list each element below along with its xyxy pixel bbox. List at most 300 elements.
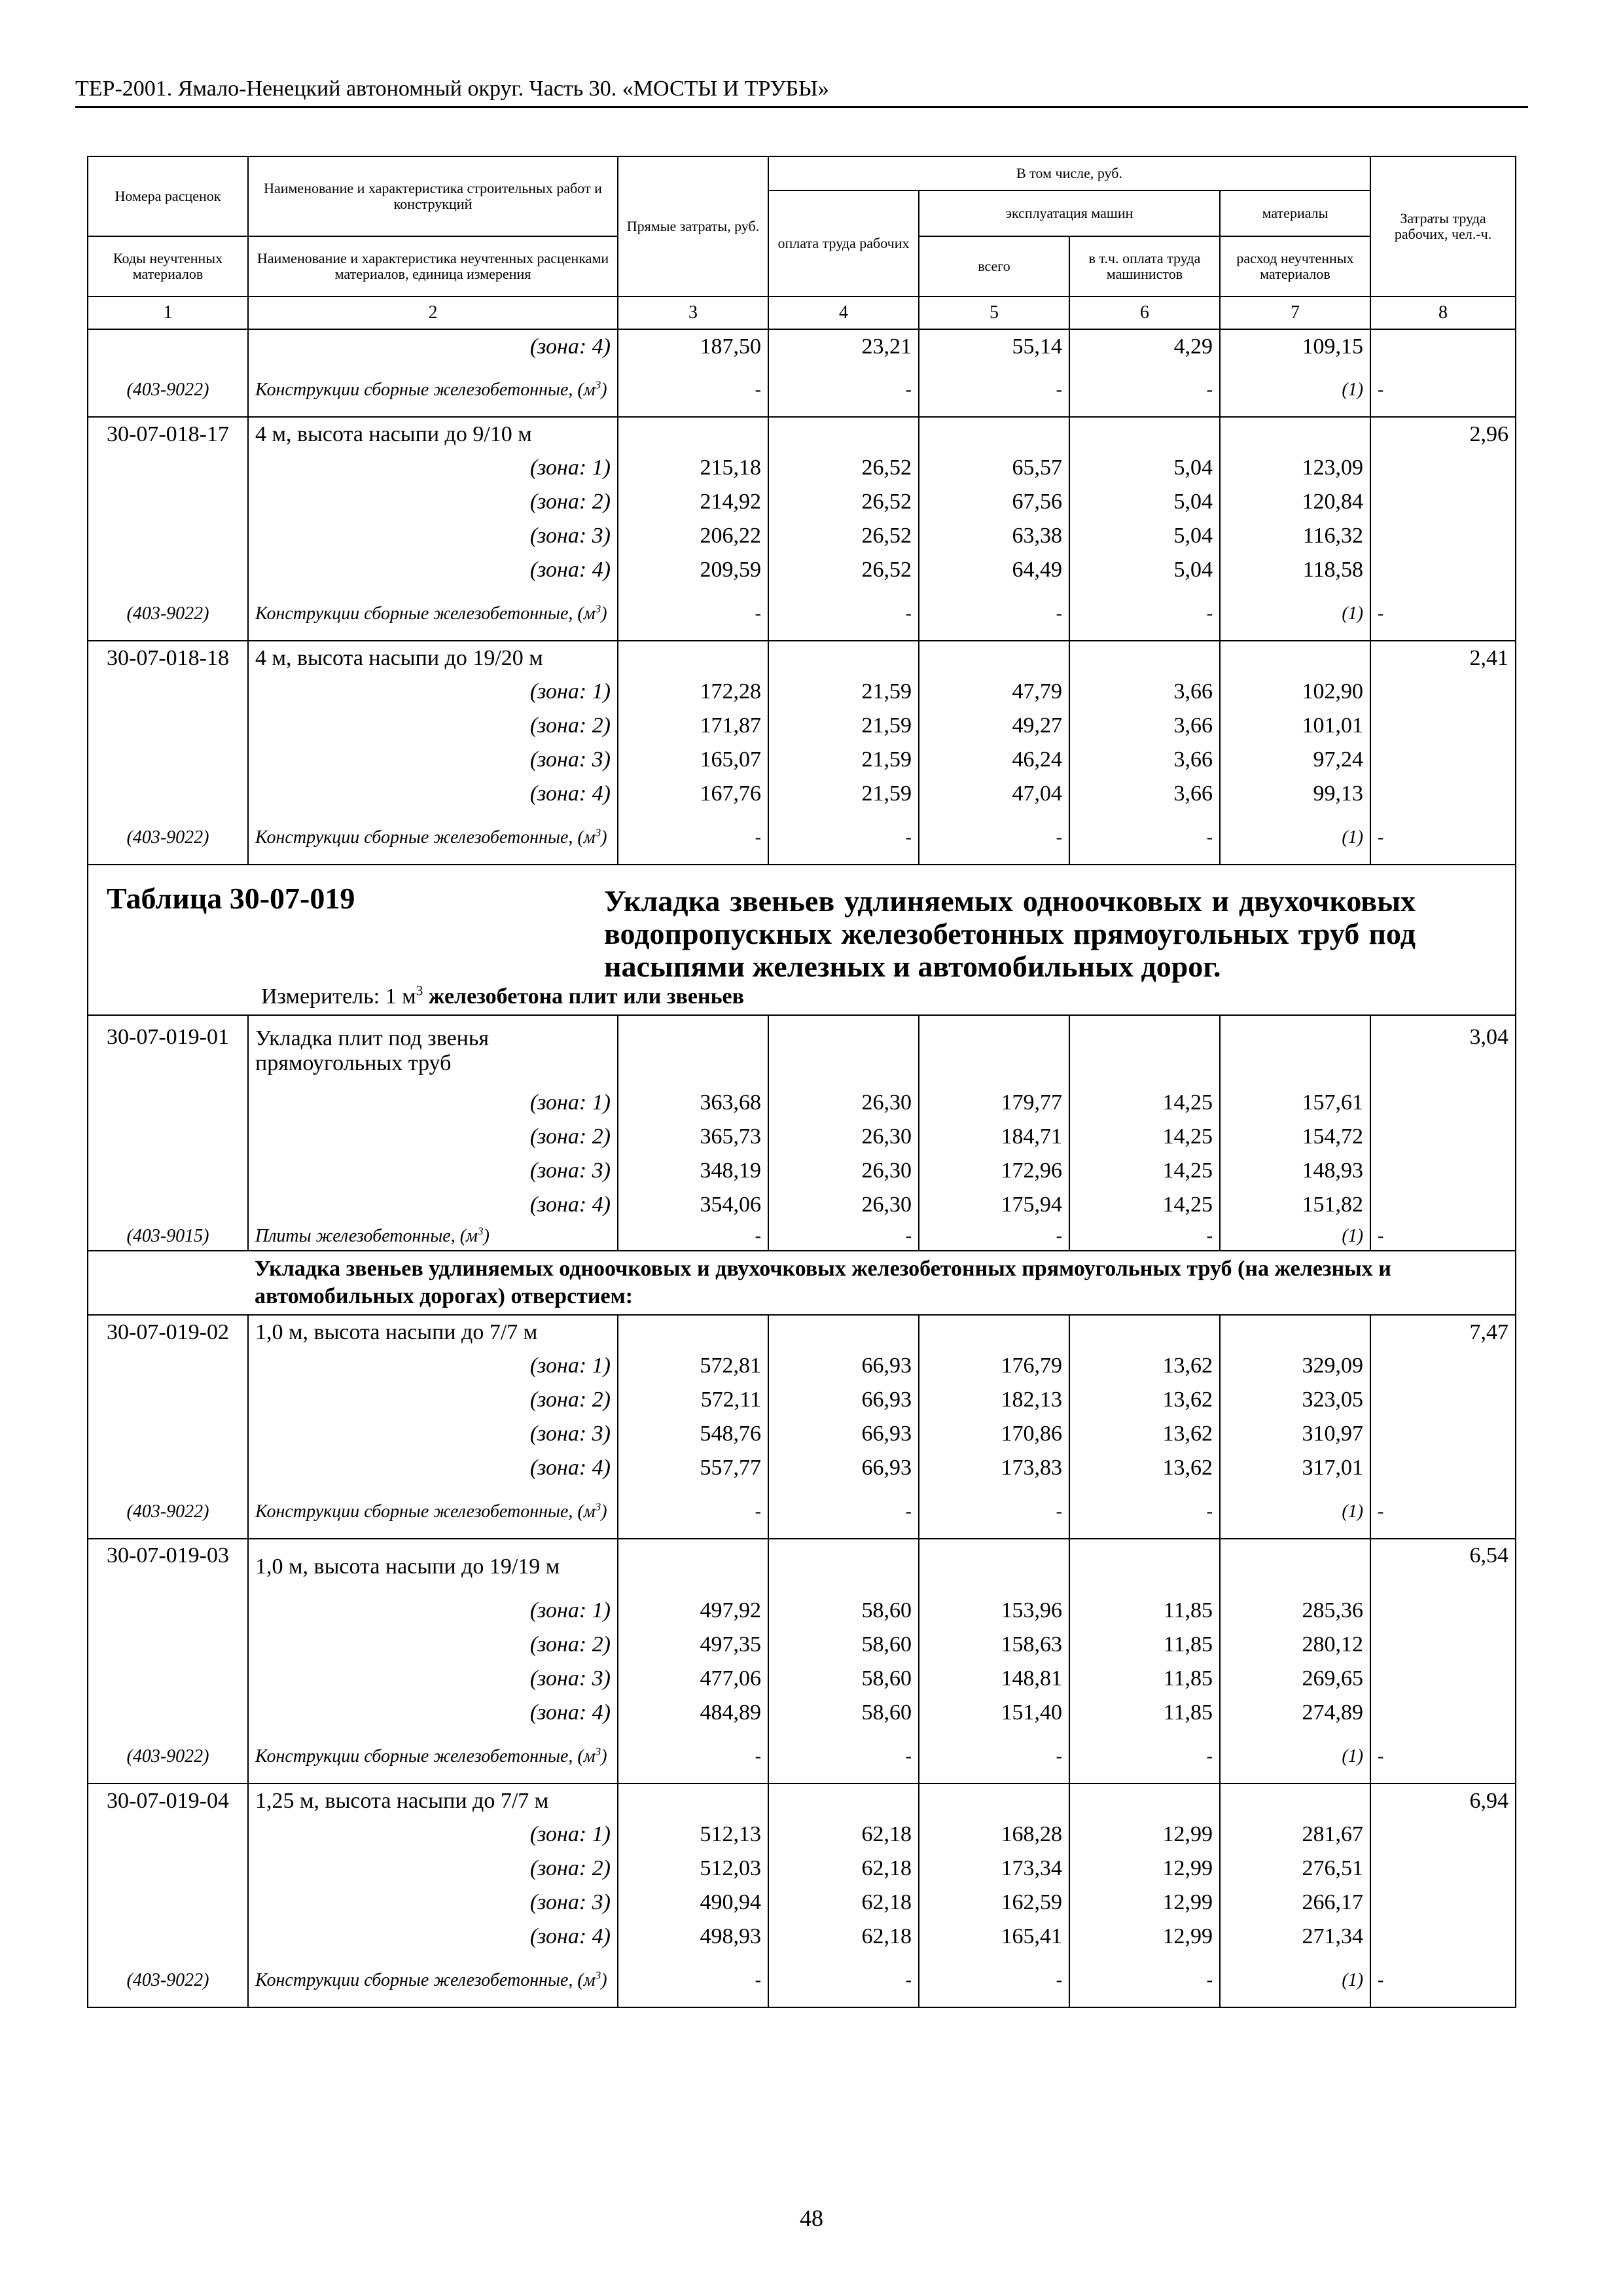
zone-row [88,1154,1516,1188]
empty-cell [1069,641,1220,675]
material-name: Конструкции сборные железобетонные, $(м^3)$ [248,811,618,865]
empty-cell [1069,1539,1220,1594]
zone-row [88,1188,1516,1222]
rate-name: 4 м, высота насыпи до 19/20 м [248,641,618,675]
material-quantity: (1) [1220,1730,1370,1784]
dash: - [618,1485,768,1539]
dash: - [1069,1954,1220,2007]
empty-cell [88,1662,248,1696]
machinist-pay: 4,29 [1069,329,1220,363]
machinist-pay: 13,62 [1069,1451,1220,1485]
labor-costs: 2,41 [1370,641,1516,675]
machinist-pay: 14,25 [1069,1188,1220,1222]
empty-cell [1220,1539,1370,1594]
zone-row [88,777,1516,811]
material-name: Конструкции сборные железобетонные, $(м^3)$ [248,1954,618,2007]
empty-cell [618,1784,768,1818]
zone-row [88,1920,1516,1954]
empty-cell [618,1539,768,1594]
labor-costs: 2,96 [1370,417,1516,451]
col-number: 1 [88,296,248,329]
materials-cost: 285,36 [1220,1594,1370,1628]
worker-pay: 58,60 [768,1594,919,1628]
materials-cost: 118,58 [1220,553,1370,587]
empty-cell [1220,1315,1370,1349]
material-code: (403-9022) [88,811,248,865]
zone-row [88,1120,1516,1154]
zone-label: (зона: 4) [248,329,618,363]
material-code: (403-9022) [88,587,248,641]
zone-label: (зона: 4) [248,777,618,811]
materials-cost: 154,72 [1220,1120,1370,1154]
zone-row [88,485,1516,519]
material-name: Конструкции сборные железобетонные, $(м^3)$ [248,1730,618,1784]
materials-cost: 97,24 [1220,743,1370,777]
empty-cell [919,641,1069,675]
direct-costs: 572,81 [618,1349,768,1383]
zone-row [88,709,1516,743]
empty-cell [919,1315,1069,1349]
zone-label: (зона: 1) [248,1594,618,1628]
dash: - [919,1485,1069,1539]
group-title: Укладка звеньев удлиняемых одноочковых и двухочковых железобетонных прямоугольных труб (на железных и автомобильных дорогах) отверстием: [248,1251,1516,1315]
dash: - [768,1485,919,1539]
rate-row [88,641,1516,675]
machinist-pay: 11,85 [1069,1594,1220,1628]
group-heading-row [88,1251,1516,1315]
machines-total: 162,59 [919,1886,1069,1920]
empty-cell [88,485,248,519]
material-quantity: (1) [1220,363,1370,417]
dash: - [768,1222,919,1251]
col-number: 3 [618,296,768,329]
empty-cell [88,1417,248,1451]
zone-row [88,1662,1516,1696]
machines-total: 184,71 [919,1120,1069,1154]
material-row [88,1485,1516,1539]
direct-costs: 209,59 [618,553,768,587]
header-material-consumption: расход неучтенных материалов [1220,236,1370,296]
zone-row [88,553,1516,587]
material-name: Конструкции сборные железобетонные, $(м^3)$ [248,363,618,417]
machines-total: 148,81 [919,1662,1069,1696]
machinist-pay: 12,99 [1069,1920,1220,1954]
empty-cell [1370,1451,1516,1485]
empty-cell [768,641,919,675]
material-row [88,811,1516,865]
dash: - [618,363,768,417]
empty-cell [1370,1852,1516,1886]
dash: - [919,1954,1069,2007]
dash: - [1370,587,1516,641]
header-machinist-pay: в т.ч. оплата труда машинистов [1069,236,1220,296]
empty-cell [88,1920,248,1954]
machinist-pay: 14,25 [1069,1120,1220,1154]
empty-cell [1370,743,1516,777]
dash: - [1069,1485,1220,1539]
worker-pay: 58,60 [768,1696,919,1730]
rate-name: Укладка плит под звенья прямоугольных труб [248,1015,618,1086]
worker-pay: 62,18 [768,1886,919,1920]
direct-costs: 171,87 [618,709,768,743]
machinist-pay: 13,62 [1069,1383,1220,1417]
machinist-pay: 11,85 [1069,1628,1220,1662]
zone-label: (зона: 3) [248,1154,618,1188]
rates-019 [88,1315,1516,2007]
labor-costs: 3,04 [1370,1015,1516,1086]
machinist-pay: 11,85 [1069,1696,1220,1730]
materials-cost: 101,01 [1220,709,1370,743]
material-code: (403-9022) [88,363,248,417]
materials-cost: 116,32 [1220,519,1370,553]
machines-total: 65,57 [919,451,1069,485]
dash: - [618,1954,768,2007]
direct-costs: 490,94 [618,1886,768,1920]
zone-label: (зона: 3) [248,743,618,777]
machinist-pay: 14,25 [1069,1154,1220,1188]
rate-code: 30-07-019-01 [88,1015,248,1086]
empty-cell [1069,1784,1220,1818]
empty-cell [768,1784,919,1818]
dash: - [768,811,919,865]
empty-cell [1370,1818,1516,1852]
dash: - [768,363,919,417]
empty-cell [919,1784,1069,1818]
dash: - [919,363,1069,417]
machinist-pay: 12,99 [1069,1886,1220,1920]
materials-cost: 317,01 [1220,1451,1370,1485]
dash: - [919,1730,1069,1784]
machines-total: 49,27 [919,709,1069,743]
empty-cell [1370,1594,1516,1628]
material-name: Плиты железобетонные, $(м^3)$ [248,1222,618,1251]
direct-costs: 363,68 [618,1086,768,1120]
header-worker-pay: оплата труда рабочих [768,190,919,296]
dash: - [1069,811,1220,865]
header-including: В том числе, руб. [768,156,1370,190]
zone-row [88,743,1516,777]
materials-cost: 274,89 [1220,1696,1370,1730]
material-code: (403-9015) [88,1222,248,1251]
dash: - [768,1730,919,1784]
rate-row [88,1539,1516,1594]
dash: - [1370,1222,1516,1251]
worker-pay: 66,93 [768,1417,919,1451]
machines-total: 151,40 [919,1696,1069,1730]
material-row [88,1730,1516,1784]
direct-costs: 348,19 [618,1154,768,1188]
empty-cell [88,1818,248,1852]
dash: - [1370,1485,1516,1539]
zone-row [88,1886,1516,1920]
rate-code: 30-07-019-02 [88,1315,248,1349]
empty-cell [768,1315,919,1349]
empty-cell [88,777,248,811]
zone-row [88,451,1516,485]
header-machines: эксплуатация машин [919,190,1220,236]
worker-pay: 26,30 [768,1086,919,1120]
zone-label: (зона: 1) [248,1349,618,1383]
labor-costs: 7,47 [1370,1315,1516,1349]
machinist-pay: 3,66 [1069,743,1220,777]
header-material-names: Наименование и характеристика неучтенных расценками материалов, единица измерения [248,236,618,296]
worker-pay: 26,52 [768,519,919,553]
material-row [88,363,1516,417]
dash: - [1370,811,1516,865]
worker-pay: 62,18 [768,1852,919,1886]
materials-cost: 310,97 [1220,1417,1370,1451]
machines-total: 158,63 [919,1628,1069,1662]
empty-cell [1370,1417,1516,1451]
direct-costs: 165,07 [618,743,768,777]
materials-cost: 280,12 [1220,1628,1370,1662]
machines-total: 46,24 [919,743,1069,777]
machinist-pay: 12,99 [1069,1818,1220,1852]
zone-label: (зона: 4) [248,1188,618,1222]
table-019-heading [88,865,1516,1015]
materials-cost: 120,84 [1220,485,1370,519]
machines-total: 172,96 [919,1154,1069,1188]
material-code: (403-9022) [88,1730,248,1784]
dash: - [618,587,768,641]
empty-cell [88,675,248,709]
direct-costs: 557,77 [618,1451,768,1485]
col-number: 2 [248,296,618,329]
material-row [88,587,1516,641]
zone-label: (зона: 4) [248,1696,618,1730]
worker-pay: 21,59 [768,777,919,811]
empty-cell [1370,1920,1516,1954]
zone-row [88,1349,1516,1383]
empty-cell [768,1539,919,1594]
direct-costs: 167,76 [618,777,768,811]
zone-label: (зона: 1) [248,1086,618,1120]
material-code: (403-9022) [88,1485,248,1539]
direct-costs: 548,76 [618,1417,768,1451]
machinist-pay: 11,85 [1069,1662,1220,1696]
material-quantity: (1) [1220,1485,1370,1539]
labor-costs: 6,94 [1370,1784,1516,1818]
empty-cell [88,553,248,587]
materials-cost: 281,67 [1220,1818,1370,1852]
direct-costs: 354,06 [618,1188,768,1222]
continued-block [88,329,1516,417]
empty-cell [1370,1662,1516,1696]
zone-row [88,519,1516,553]
rate-code: 30-07-019-04 [88,1784,248,1818]
worker-pay: 26,52 [768,485,919,519]
machinist-pay: 5,04 [1069,451,1220,485]
material-row [88,1954,1516,2007]
dash: - [919,1222,1069,1251]
worker-pay: 21,59 [768,675,919,709]
rate-row [88,1015,1516,1086]
dash: - [1069,363,1220,417]
zone-label: (зона: 2) [248,1120,618,1154]
empty-cell [1370,709,1516,743]
rate-name: 1,25 м, высота насыпи до 7/7 м [248,1784,618,1818]
dash: - [1069,587,1220,641]
materials-cost: 151,82 [1220,1188,1370,1222]
header-materials: материалы [1220,190,1370,236]
rate-30-07-019-01 [88,1015,1516,1251]
worker-pay: 21,59 [768,709,919,743]
machinist-pay: 3,66 [1069,709,1220,743]
empty-cell [88,1383,248,1417]
direct-costs: 497,92 [618,1594,768,1628]
empty-cell [1220,1784,1370,1818]
rate-name: 1,0 м, высота насыпи до 7/7 м [248,1315,618,1349]
empty-cell [919,1539,1069,1594]
machines-total: 64,49 [919,553,1069,587]
empty-cell [88,1628,248,1662]
worker-pay: 26,30 [768,1120,919,1154]
material-row [88,1222,1516,1251]
worker-pay: 58,60 [768,1662,919,1696]
rate-row [88,1784,1516,1818]
materials-cost: 109,15 [1220,329,1370,363]
machinist-pay: 3,66 [1069,777,1220,811]
worker-pay: 62,18 [768,1818,919,1852]
machines-total: 55,14 [919,329,1069,363]
zone-label: (зона: 2) [248,1628,618,1662]
machinist-pay: 13,62 [1069,1417,1220,1451]
machinist-pay: 14,25 [1069,1086,1220,1120]
empty-cell [1370,553,1516,587]
machines-total: 63,38 [919,519,1069,553]
dash: - [618,811,768,865]
worker-pay: 58,60 [768,1628,919,1662]
machines-total: 182,13 [919,1383,1069,1417]
header-rate-number: Номера расценок [88,156,248,236]
worker-pay: 26,52 [768,553,919,587]
direct-costs: 498,93 [618,1920,768,1954]
empty-cell [88,709,248,743]
table-019-title-row [88,865,1516,1015]
material-name: Конструкции сборные железобетонные, $(м^3)$ [248,1485,618,1539]
empty-cell [88,451,248,485]
material-quantity: (1) [1220,1954,1370,2007]
direct-costs: 484,89 [618,1696,768,1730]
header-machines-total: всего [919,236,1069,296]
materials-cost: 323,05 [1220,1383,1370,1417]
empty-cell [1370,1628,1516,1662]
header-labor-costs: Затраты труда рабочих, чел.-ч. [1370,156,1516,296]
zone-row [88,1818,1516,1852]
zone-row [88,1628,1516,1662]
machinist-pay: 13,62 [1069,1349,1220,1383]
zone-label: (зона: 3) [248,1417,618,1451]
zone-row [88,1383,1516,1417]
machines-total: 168,28 [919,1818,1069,1852]
group-heading [88,1251,1516,1315]
dash: - [1370,1954,1516,2007]
rate-code: 30-07-018-18 [88,641,248,675]
empty-cell [1370,451,1516,485]
direct-costs: 187,50 [618,329,768,363]
header-work-name: Наименование и характеристика строительных работ и конструкций [248,156,618,236]
machines-total: 153,96 [919,1594,1069,1628]
zone-row [88,1852,1516,1886]
machines-total: 176,79 [919,1349,1069,1383]
dash: - [768,587,919,641]
empty-cell [618,417,768,451]
header-direct-costs: Прямые затраты, руб. [618,156,768,296]
zone-label: (зона: 2) [248,1852,618,1886]
labor-costs: 6,54 [1370,1539,1516,1594]
empty-cell [1370,675,1516,709]
zone-row [88,1451,1516,1485]
rate-code: 30-07-019-03 [88,1539,248,1594]
machines-total: 47,79 [919,675,1069,709]
zone-label: (зона: 1) [248,1818,618,1852]
worker-pay: 26,30 [768,1188,919,1222]
table-header [88,156,1516,329]
zone-row [88,1417,1516,1451]
machinist-pay: 3,66 [1069,675,1220,709]
zone-label: (зона: 1) [248,451,618,485]
zone-label: (зона: 4) [248,1451,618,1485]
direct-costs: 572,11 [618,1383,768,1417]
materials-cost: 329,09 [1220,1349,1370,1383]
materials-cost: 102,90 [1220,675,1370,709]
zone-label: (зона: 3) [248,1662,618,1696]
zone-label: (зона: 3) [248,1886,618,1920]
direct-costs: 365,73 [618,1120,768,1154]
empty-cell [1069,1315,1220,1349]
empty-cell [618,1315,768,1349]
empty-cell [88,743,248,777]
page-header: ТЕР-2001. Ямало-Ненецкий автономный округ. Часть 30. «МОСТЫ И ТРУБЫ» [75,73,1528,108]
direct-costs: 497,35 [618,1628,768,1662]
machines-total: 165,41 [919,1920,1069,1954]
zone-label: (зона: 1) [248,675,618,709]
zone-label: (зона: 4) [248,553,618,587]
dash: - [768,1954,919,2007]
empty-cell [618,641,768,675]
materials-cost: 276,51 [1220,1852,1370,1886]
zone-label: (зона: 3) [248,519,618,553]
dash: - [1069,1222,1220,1251]
col-number: 4 [768,296,919,329]
empty-cell [88,519,248,553]
col-number: 5 [919,296,1069,329]
direct-costs: 512,13 [618,1818,768,1852]
direct-costs: 477,06 [618,1662,768,1696]
materials-cost: 123,09 [1220,451,1370,485]
empty-cell [1370,777,1516,811]
rate-row [88,1315,1516,1349]
empty-cell [1220,641,1370,675]
machines-total: 173,34 [919,1852,1069,1886]
col-number: 6 [1069,296,1220,329]
zone-row [88,1086,1516,1120]
dash: - [1370,1730,1516,1784]
empty-cell [1220,417,1370,451]
table-description: Укладка звеньев удлиняемых одноочковых и двухочковых водопропускных железобетонных прямоугольных труб под насыпями железных и автомобильных дорог. [604,884,1416,983]
direct-costs: 214,92 [618,485,768,519]
empty-cell [1370,1383,1516,1417]
materials-cost: 266,17 [1220,1886,1370,1920]
material-quantity: (1) [1220,587,1370,641]
materials-cost: 269,65 [1220,1662,1370,1696]
worker-pay: 23,21 [768,329,919,363]
worker-pay: 66,93 [768,1451,919,1485]
rate-code: 30-07-018-17 [88,417,248,451]
page-number: 48 [800,2205,823,2231]
zone-label: (зона: 4) [248,1920,618,1954]
machinist-pay: 5,04 [1069,553,1220,587]
